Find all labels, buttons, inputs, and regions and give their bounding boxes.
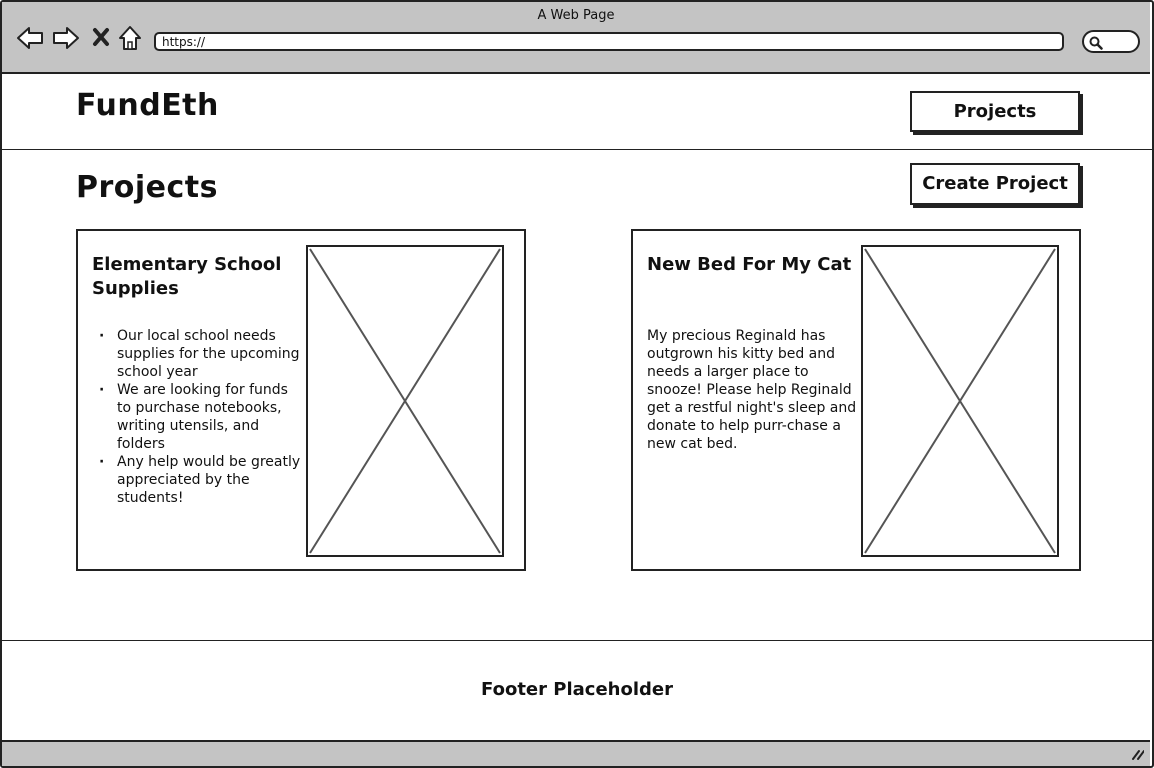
header-divider xyxy=(2,149,1152,150)
bullet-item: · Any help would be greatly appreciated by the students! xyxy=(117,453,304,507)
image-placeholder xyxy=(861,245,1059,557)
window-title: A Web Page xyxy=(537,8,615,23)
home-icon[interactable] xyxy=(116,24,144,52)
bullet-item: · We are looking for funds to purchase notebooks, writing utensils, and folders xyxy=(117,381,304,453)
browser-toolbar xyxy=(2,2,1150,74)
project-card-title: Elementary School Supplies xyxy=(92,254,282,299)
url-input[interactable]: https:// xyxy=(154,32,1064,51)
footer-divider xyxy=(2,640,1152,641)
status-bar xyxy=(2,740,1150,766)
brand-logo[interactable]: FundEth xyxy=(76,88,219,123)
bullet-item: · Our local school needs supplies for the upcoming school year xyxy=(117,327,304,381)
image-placeholder-icon xyxy=(308,247,502,555)
project-card-description xyxy=(92,327,304,507)
page-title: Projects xyxy=(76,170,219,205)
resize-grip-icon[interactable] xyxy=(1130,748,1144,760)
image-placeholder-icon xyxy=(863,247,1057,555)
project-card-description: My precious Reginald has outgrown his kitty bed and needs a larger place to snooze! Please help Reginald get a restful night's sleep and donate to help purr-chase a new cat bed. xyxy=(647,328,857,452)
back-arrow-icon[interactable] xyxy=(16,24,44,52)
stop-x-icon[interactable] xyxy=(88,24,116,52)
image-placeholder xyxy=(306,245,504,557)
project-card[interactable] xyxy=(76,229,526,571)
browser-search-button[interactable] xyxy=(1082,30,1140,53)
create-project-button[interactable]: Create Project xyxy=(910,163,1080,205)
forward-arrow-icon[interactable] xyxy=(52,24,80,52)
project-card-title: New Bed For My Cat xyxy=(647,254,852,275)
footer: Footer Placeholder xyxy=(481,679,673,700)
projects-nav-button[interactable]: Projects xyxy=(910,91,1080,132)
project-card[interactable] xyxy=(631,229,1081,571)
magnifier-icon xyxy=(1089,36,1103,50)
